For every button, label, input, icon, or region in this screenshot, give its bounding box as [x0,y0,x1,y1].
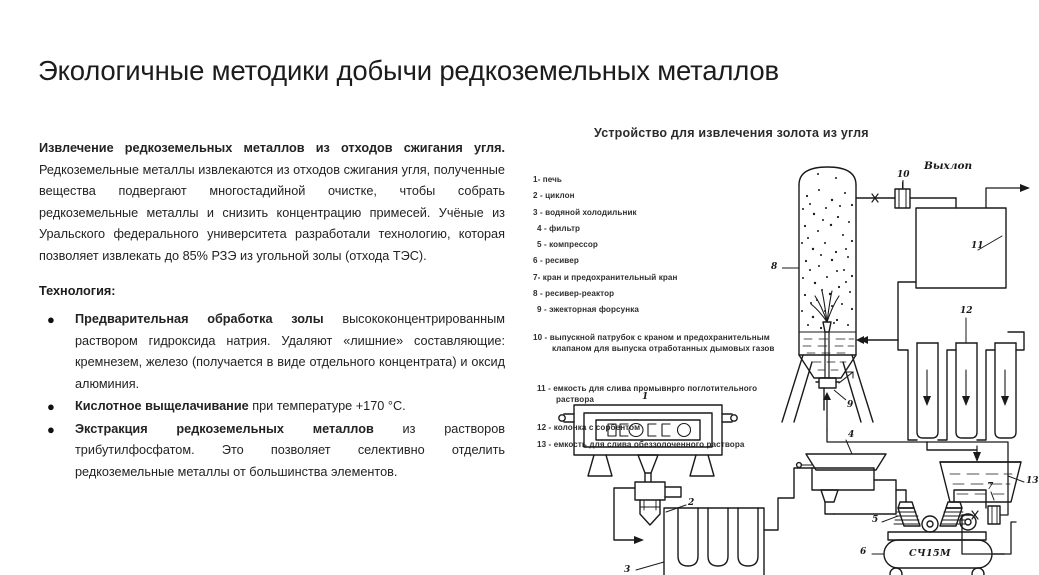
legend-item-text: 4 - фильтр [537,223,581,233]
callout-9: 9 [847,400,854,410]
valve-cross-symbol [872,194,878,202]
legend-item-text: 10 - выпускной патрубок с краном и предохранительным [533,332,770,342]
callout-1: 1 [642,392,649,402]
legend-item [533,190,803,201]
valve-7 [962,492,1000,524]
step-bold-label: Кислотное выщелачивание [75,399,249,413]
vessel-packing-speckles [801,173,853,329]
sorbent-columns-12 [917,343,1016,438]
legend-item [533,321,803,366]
cyclone-2 [635,482,681,525]
lead-bold-text: Извлечение редкоземельных металлов из отходов сжигания угля. [39,141,505,155]
column-flow-arrows [923,396,1009,406]
diagram-legend [533,174,803,455]
outlet-valve-10 [895,189,910,208]
legend-item-continuation: раствора [556,394,594,404]
list-item [39,309,505,395]
callout-11: 11 [971,241,984,251]
legend-item-text: 3 - водяной холодильник [533,207,637,217]
legend-item [533,371,803,416]
bullet-icon: ● [47,399,55,414]
legend-item [533,422,803,433]
bullet-icon: ● [47,421,55,437]
legend-item-text: 8 - ресивер-реактор [533,289,615,299]
callout-8: 8 [771,262,778,272]
legend-item [533,239,803,250]
step-body-text: высококонцентрированным раствором гидроксида натрия. Удаляют «лишние» составляющие: кремнезем, железо (получается в виде отдельного концентрата) и оксид алюминия. [75,312,505,391]
callout-2: 2 [688,498,695,508]
receiver-reactor-vessel [799,167,856,378]
legend-item [533,304,803,315]
ejector-nozzle-spray [811,291,839,322]
legend-item [533,288,803,299]
exhaust-label: Выхлоп [924,160,973,172]
callout-10: 10 [897,170,910,180]
bottom-valve-block [819,378,836,388]
step-body-text: из растворов трибутилфосфатом. Это позволяет селективно отделить редкоземельные металлы от большинства элементов. [75,421,505,479]
step-body-text: при температуре +170 °C. [248,399,406,413]
drain-basin-13 [940,462,1021,502]
vessel-liquid-hatch [803,339,854,370]
callout-13: 13 [1026,476,1039,486]
basin-liquid-hatch [950,474,1012,494]
legend-item [533,223,803,234]
bullet-icon: ● [47,312,55,327]
callout-4: 4 [848,430,855,440]
list-item [39,419,505,484]
legend-item [533,272,803,283]
callout-12: 12 [960,306,973,316]
article-column [39,138,505,484]
legend-item-text: 7- кран и предохранительный кран [533,272,678,282]
filter-4 [806,454,886,514]
compressor-brand-label: СЧ15М [909,548,951,559]
legend-item [533,174,803,185]
compressor-5 [888,490,986,540]
legend-item-continuation: клапаном для выпуска отработанных дымовых газов [552,344,775,354]
step-bold-label: Предварительная обработка золы [75,312,324,326]
legend-item-text: 5 - компрессор [537,240,598,250]
legend-item-text: 1- печь [533,175,563,184]
lead-body-text: Редкоземельные металлы извлекаются из отходов сжигания угля, полученные вещества подвергают многостадийной очистке, чтобы собрать редкоземельные металлы и снизить концентрацию примесей. Учёные из Уральского федерального университета разработали технологию, которая позволяет извлекать до 85% РЗЭ из угольной золы (отхода ТЭС). [39,162,505,263]
legend-item-text: 12 - колонка с сорбентом [537,423,641,433]
diagram-title: Устройство для извлечения золота из угля [594,126,869,140]
water-cooler-3 [664,508,764,575]
legend-item [533,439,803,450]
legend-item-text: 6 - ресивер [533,256,579,266]
page-title: Экологичные методики добычи редкоземельных металлов [38,55,779,86]
callout-6: 6 [860,547,867,557]
legend-item [533,255,803,266]
technology-steps-list [39,309,505,483]
step-bold-label: Экстракция редкоземельных металлов [75,421,374,436]
legend-item-text: 13 - емкость для слива обеззолоченного раствора [537,439,745,449]
legend-item-text: 11 - емкость для слива промывнрго поглотительного [537,383,758,393]
legend-item-text: 9 - эжекторная форсунка [537,305,639,315]
wash-solution-tank-11 [916,208,1006,288]
callout-3: 3 [624,565,631,575]
callout-7: 7 [987,482,994,492]
list-item [39,396,505,418]
technology-heading: Технология: [39,284,116,298]
callout-5: 5 [872,515,879,525]
diagram-panel [516,110,1039,575]
lead-paragraph [39,138,505,267]
legend-item-text: 2 - циклон [533,191,575,201]
legend-item [533,207,803,218]
nozzle-tip [823,322,831,332]
